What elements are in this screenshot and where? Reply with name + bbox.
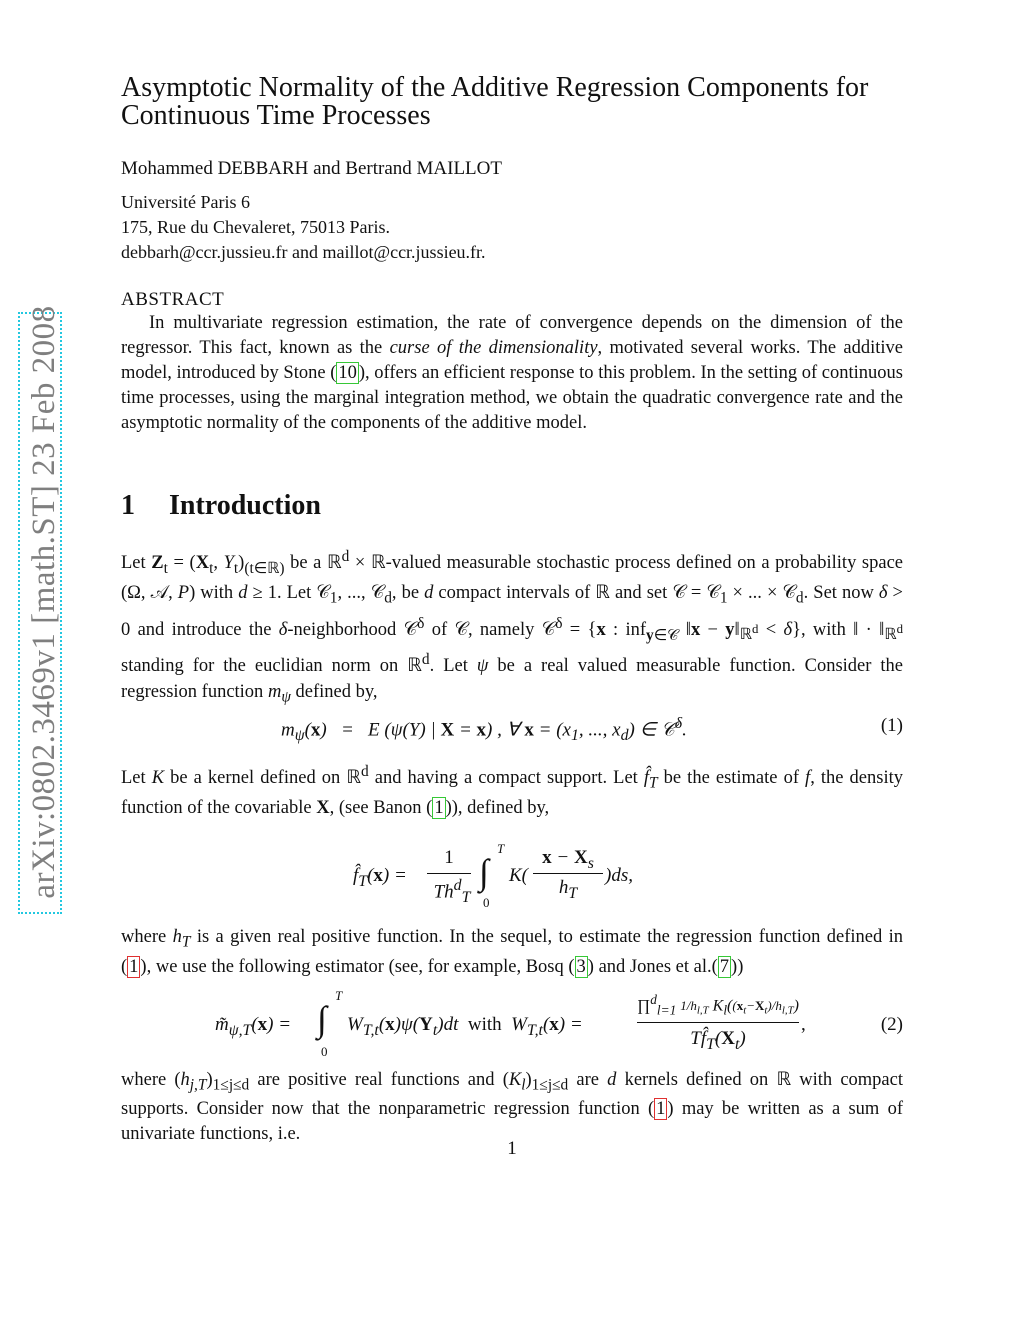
affiliation-email: debbarh@ccr.jussieu.fr and maillot@ccr.jussieu.fr. (121, 242, 486, 262)
intro-paragraph: where $h_T$ is a given real positive function. In the sequel, to estimate the regression function defined in ( 1 ), we use the following estimator (see, for example, Bosq ( 3 ) and Jones et al.( 7 )) (121, 927, 903, 977)
paper-page (121, 74, 903, 1147)
intro-paragraph: Let $Z_t = (X_t$, $Y_t)_{(t\in ℝ)}$ be a ℝ$^d$ × ℝ-valued measurable stochastic process defined on a probability space (Ω, 𝒜, P) with d ≥ 1. Let 𝒞$_1$, ..., 𝒞$_d$, be d compact intervals of ℝ and set 𝒞 = 𝒞$_1$ × ... × 𝒞$_d$. Set now δ > 0 and introduce the δ-neighborhood 𝒞$^\delta$ of 𝒞, namely 𝒞$^\delta$ = {x : inf$_{y\in 𝒞}$ ‖x − $y‖_{ℝ^d} < \delta$}, with ‖ · $‖_{ℝ^d}$ standing for the euclidian norm on ℝ$^d$. Let ψ be a real valued measurable function. Consider the regression function $m_\psi$ defined by, (121, 548, 904, 706)
equation-2: $m̃_{\psi,T}(x)$ = ∫ T 0 $W_{T,t}(x)\psi(Y_t)dt$ with $W_{T,t}(x)$ = ∏$^d_{l=1}$ $1/h_{l,T}$ $K_l((x_t-X_t)/h_{l,T})$ $Tf̂_T(X_t)$ , (2) (215, 987, 903, 1059)
paper-title: Asymptotic Normality of the Additive Regression Components for Continuous Time Processes (121, 72, 869, 131)
paper-authors: Mohammed DEBBARH and Bertrand MAILLOT (121, 158, 502, 179)
equation-1: $m_\psi(x) = E$ (ψ(Y) | X = x) , ∀ $x = (x_1$, ..., $x_d$) ∈ 𝒞$^\delta$. (1) (281, 715, 903, 745)
page-number: 1 (507, 1138, 517, 1159)
equation-reference-link[interactable]: 1 (129, 956, 139, 977)
section-heading: 1 Introduction (121, 490, 321, 521)
citation-link[interactable]: 3 (576, 956, 586, 977)
equation-reference-link[interactable]: 1 (656, 1099, 666, 1120)
abstract-body: In multivariate regression estimation, the rate of convergence depends on the dimension of the regressor. This fact, known as the curse of the dimensionality, motivated several works. The additive model, introduced by Stone ( 10 ), offers an efficient response to this problem. In the setting of continuous time processes, using the marginal integration method, we obtain the quadratic convergence rate and the asymptotic normality of the components of the additive model. (121, 313, 903, 433)
affiliation-line: 175, Rue du Chevaleret, 75013 Paris. (121, 217, 390, 237)
intro-paragraph: Let K be a kernel defined on ℝ$^d$ and having a compact support. Let $f̂_T$ be the estimate of f, the density function of the covariable X, (see Banon ( 1 )), defined by, (121, 763, 903, 819)
citation-link[interactable]: 1 (434, 798, 444, 819)
abstract-heading: ABSTRACT (121, 289, 225, 310)
equation-number: (1) (880, 715, 903, 737)
citation-link[interactable]: 10 (338, 363, 357, 383)
citation-link[interactable]: 7 (719, 956, 730, 977)
kernel-density-estimator: $f̂_T(x)$ = 1 $Th^d_T$ ∫ T 0 K( $x - X_s$ $h_T$ )ds, (353, 841, 633, 911)
affiliation (121, 190, 903, 265)
affiliation-line: Université Paris 6 (121, 192, 250, 212)
intro-paragraph: where $(h_{j,T})_{1\le j\le d}$ are positive real functions and $(K_l)_{1\le j\le d}$ are d kernels defined on ℝ with compact supports. Consider now that the nonparametric regression function ( 1 ) may be written as a sum of univariate functions, i.e. (121, 1069, 903, 1145)
arxiv-identifier[interactable]: arXiv:0802.3469v1 [math.ST] 23 Feb 2008 (26, 305, 62, 899)
equation-number: (2) (880, 1013, 903, 1035)
